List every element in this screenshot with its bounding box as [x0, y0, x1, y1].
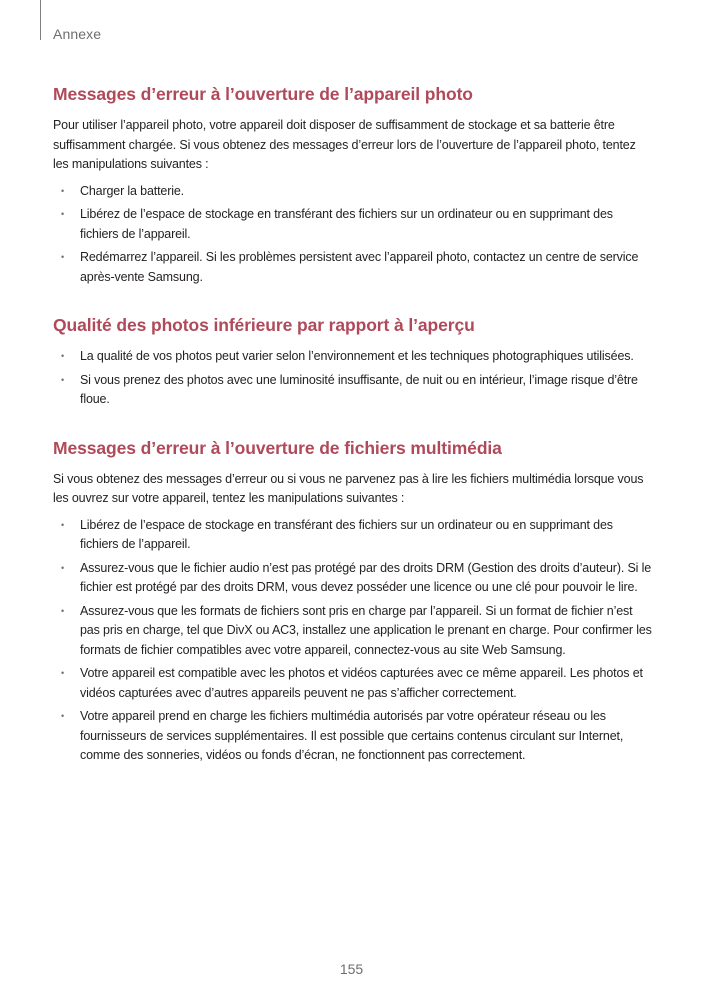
bullet-icon: • [61, 351, 65, 361]
bullet-list [53, 182, 653, 288]
bullet-item [53, 182, 653, 202]
bullet-item [53, 602, 653, 661]
bullet-text: Libérez de l’espace de stockage en transférant des fichiers sur un ordinateur ou en supprimant des fichiers de l’appareil. [80, 207, 613, 241]
bullet-item [53, 205, 653, 244]
section-title: Qualité des photos inférieure par rapport à l’aperçu [53, 315, 475, 335]
bullet-list [53, 516, 653, 766]
bullet-icon: • [61, 209, 65, 219]
bullet-item [53, 664, 653, 703]
bullet-icon: • [61, 562, 65, 573]
bullet-item [53, 707, 653, 766]
bullet-text: Votre appareil prend en charge les fichiers multimédia autorisés par votre opérateur réseau ou les fournisseurs de services supplémentaires. Il est possible que certains contenus circulant sur Internet, comme des sonneries, vidéos ou fonds d’écran, ne fonctionnent pas correctement. [80, 709, 624, 762]
bullet-list [53, 347, 653, 410]
section-title: Messages d’erreur à l’ouverture de fichiers multimédia [53, 437, 502, 458]
bullet-text: Assurez-vous que les formats de fichiers sont pris en charge par l’appareil. Si un format de fichier n’est pas pris en charge, tel que DivX ou AC3, installez une application le prenant en charge. Pour confirmer les formats de fichier compatibles avec votre appareil, connectez-vous au site Web Samsung. [80, 603, 652, 657]
bullet-text: La qualité de vos photos peut varier selon l’environnement et les techniques photographiques utilisées. [80, 349, 634, 363]
bullet-icon: • [61, 374, 65, 385]
section-intro: Pour utiliser l’appareil photo, votre appareil doit disposer de suffisamment de stockage et sa batterie être suffisamment chargée. Si vous obtenez des messages d’erreur lors de l’ouverture de l’appareil photo, tentez les manipulations suivantes : [53, 118, 636, 171]
section-intro: Si vous obtenez des messages d’erreur ou si vous ne parvenez pas à lire les fichiers multimédia lorsque vous les ouvrez sur votre appareil, tentez les manipulations suivantes : [53, 471, 644, 505]
bullet-text: Si vous prenez des photos avec une luminosité insuffisante, de nuit ou en intérieur, l’image risque d’être floue. [80, 372, 638, 406]
page-number: 155 [339, 961, 364, 977]
bullet-item [53, 559, 653, 598]
bullet-item [53, 371, 653, 410]
running-header: Annexe [53, 26, 102, 42]
bullet-text: Charger la batterie. [80, 183, 185, 198]
bullet-text: Assurez-vous que le fichier audio n’est pas protégé par des droits DRM (Gestion des droits d’auteur). Si le fichier est protégé par des droits DRM, vous devez posséder une licence ou une clé pour pouvoir le lire. [80, 560, 652, 594]
bullet-text: Redémarrez l’appareil. Si les problèmes persistent avec l’appareil photo, contactez un centre de service après-vente Samsung. [80, 250, 639, 284]
header-rule [40, 0, 41, 40]
bullet-text: Votre appareil est compatible avec les photos et vidéos capturées avec ce même appareil. Les photos et vidéos capturées avec d’autres appareils peuvent ne pas s’afficher correctement. [80, 666, 643, 700]
section-photo-quality [53, 313, 653, 410]
bullet-icon: • [61, 668, 65, 678]
bullet-icon: • [61, 519, 65, 530]
bullet-icon: • [61, 605, 65, 616]
section-title: Messages d’erreur à l’ouverture de l’appareil photo [53, 84, 473, 104]
bullet-item [53, 516, 653, 555]
section-camera-errors [53, 82, 653, 287]
page-content [53, 82, 653, 792]
bullet-icon: • [61, 711, 65, 721]
bullet-icon: • [61, 252, 65, 262]
bullet-item [53, 347, 653, 367]
section-media-errors [53, 436, 653, 766]
bullet-text: Libérez de l’espace de stockage en transférant des fichiers sur un ordinateur ou en supprimant des fichiers de l’appareil. [80, 517, 613, 551]
bullet-icon: • [61, 185, 65, 196]
bullet-item [53, 248, 653, 287]
